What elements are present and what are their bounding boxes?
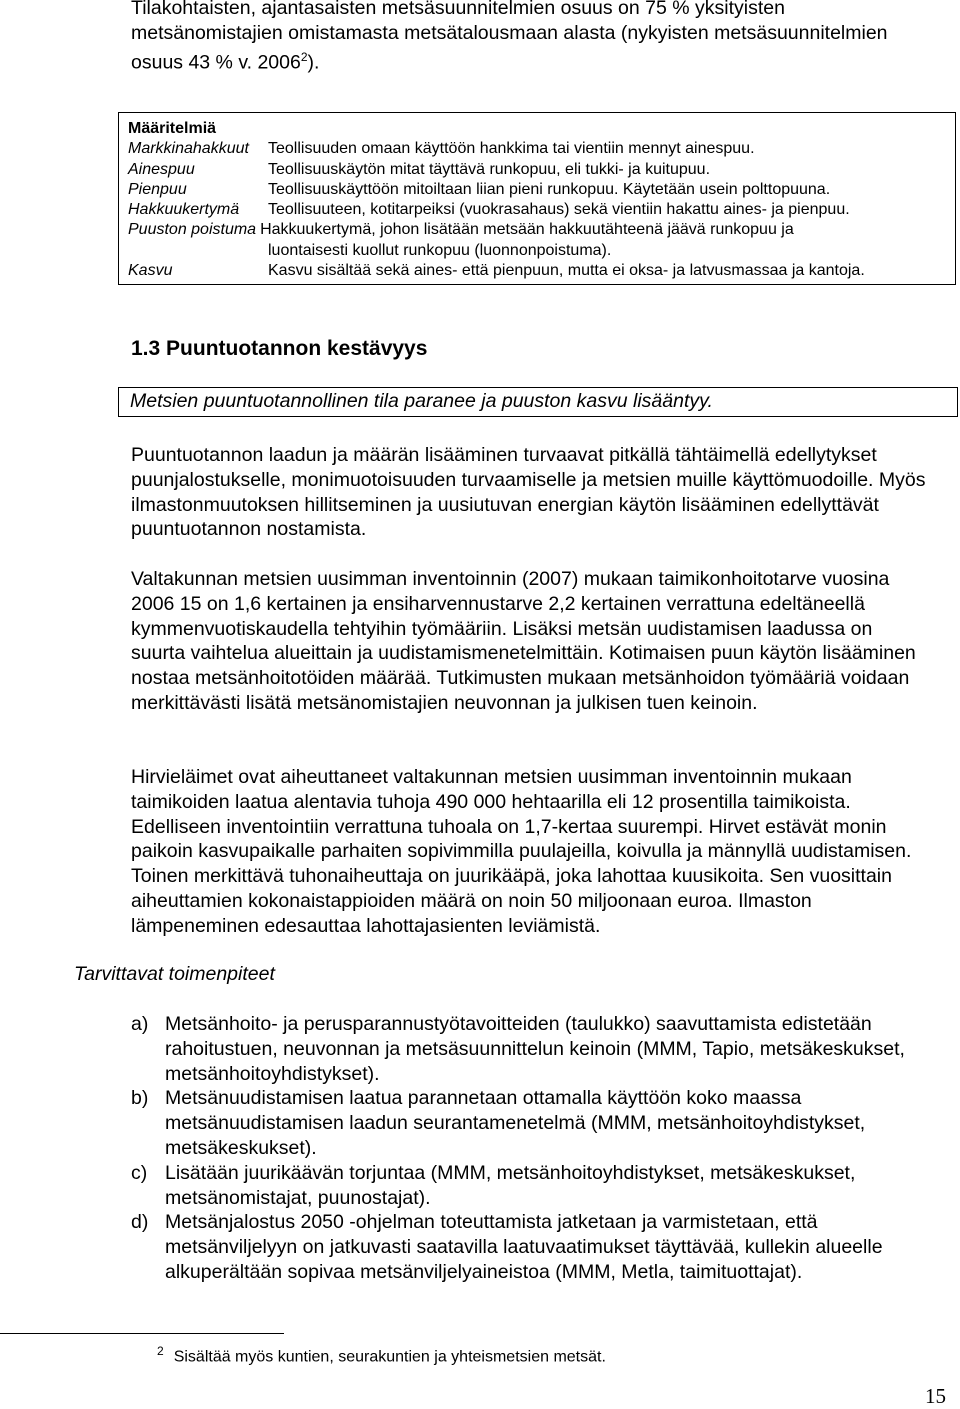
measure-letter: a) xyxy=(131,1013,149,1035)
definitions-title: Määritelmiä xyxy=(128,120,217,137)
footnote xyxy=(157,1344,606,1366)
definitions-box xyxy=(118,112,956,285)
definition-desc: Teollisuuskäytön mitat täyttävä runkopuu, eli tukki- ja kuitupuu. xyxy=(268,160,711,178)
definition-term: Hakkuukertymä xyxy=(128,201,240,219)
definition-continuation: luontaisesti kuollut runkopuu (luonnonpoistuma). xyxy=(268,241,612,259)
measure-item xyxy=(131,1012,951,1086)
footnote-ref[interactable]: 2 xyxy=(300,50,308,64)
measure-text: Metsänjalostus 2050 -ohjelman toteuttamista jatketaan ja varmistetaan, että metsänviljelyyn on jatkuvasti saatavilla laatuvaatimukset täyttävää, kullekin alueelle alkuperältään sopivaa metsänviljelyaineistoa (MMM, Metla, taimituottajat). xyxy=(165,1211,883,1283)
definition-row xyxy=(128,139,955,159)
page-number: 15 xyxy=(925,1384,946,1408)
measure-text: Metsänhoito- ja perusparannustyötavoitteiden (taulukko) saavuttamista edistetään rahoitustuen, neuvonnan ja metsäsuunnittelun keinoin (MMM, Tapio, metsäkeskukset, metsänhoitoyhdistykset). xyxy=(165,1013,905,1085)
definition-row xyxy=(128,220,955,240)
footnote-number: 2 xyxy=(157,1344,164,1358)
definition-row xyxy=(128,200,955,220)
measure-letter: b) xyxy=(131,1087,149,1110)
intro-paragraph: Tilakohtaisten, ajantasaisten metsäsuunnitelmien osuus on 75 % yksityisten metsänomistajien omistamasta metsätalousmaan alasta (nykyisten metsäsuunnitelmien osuus 43 % v. 2006$^2$). xyxy=(131,0,888,74)
definition-desc: Teollisuuteen, kotitarpeiksi (vuokrasahaus) sekä vientiin hakattu aines- ja pienpuu. xyxy=(268,201,850,219)
measure-item xyxy=(131,1086,951,1160)
measures-subheading: Tarvittavat toimenpiteet xyxy=(74,963,275,985)
definition-row xyxy=(128,160,955,180)
section-heading: 1.3 Puuntuotannon kestävyys xyxy=(131,337,428,360)
footnote-divider xyxy=(0,1333,284,1334)
definition-term: Ainespuu xyxy=(128,160,195,178)
footnote-text: Sisältää myös kuntien, seurakuntien ja yhteismetsien metsät. xyxy=(173,1348,606,1366)
definition-term: Puuston poistuma xyxy=(128,221,257,239)
body-paragraph: Hirvieläimet ovat aiheuttaneet valtakunnan metsien uusimman inventoinnin mukaan taimikoiden laatua alentavia tuhoja 490 000 hehtaarilla eli 12 prosentilla taimikoista. Edelliseen inventointiin verrattuna tuhoala on 1,7-kertaa suurempi. Hirvet estävät monin paikoin kasvupaikalle parhaiten sopivimmilla puulajeilla, koivulla ja männyllä uudistamisen. Toinen merkittävä tuhonaiheuttaja on juurikääpä, joka lahottaa kuusikoita. Sen vuosittain aiheuttamien kokonaistappioiden määrä on noin 50 miljoonaan euroa. Ilmaston lämpeneminen edesauttaa lahottajasienten leviämistä. xyxy=(131,766,912,937)
measures-list xyxy=(131,1012,951,1285)
definition-desc: Teollisuuden omaan käyttöön hankkima tai vientiin mennyt ainespuu. xyxy=(268,140,755,158)
definition-row xyxy=(128,180,955,200)
definition-desc: Kasvu sisältää sekä aines- että pienpuun, mutta ei oksa- ja latvusmassaa ja kantoja. xyxy=(268,262,865,280)
body-paragraph: Valtakunnan metsien uusimman inventoinnin (2007) mukaan taimikonhoitotarve vuosina 2006 15 on 1,6 kertainen ja ensiharvennustarve 2,2 kertainen verrattuna edeltäneellä kymmenvuotiskaudella tehtyihin työmääriin. Lisäksi metsän uudistamisen laadussa on suurta vaihtelua alueittain ja uudistamismenetelmittäin. Kotimaisen puun käytön lisääminen nostaa metsänhoitotöiden määrää. Tutkimusten mukaan metsänhoidon työmääriä voidaan merkittävästi lisätä metsänomistajien neuvonnan ja julkisen tuen keinoin. xyxy=(131,568,916,714)
measure-letter: c) xyxy=(131,1161,148,1184)
definition-desc: Hakkuukertymä, johon lisätään metsään hakkuutähteenä jäävä runkopuu ja xyxy=(260,221,794,239)
measure-item xyxy=(131,1161,951,1211)
body-paragraph: Puuntuotannon laadun ja määrän lisääminen turvaavat pitkällä tähtäimellä edellytykset puunjalostukselle, monimuotoisuuden turvaamiselle ja metsien muille käyttömuodoille. Myös ilmastonmuutoksen hillitseminen ja uusiutuvan energian käytön lisääminen edellyttävät puuntuotannon nostamista. xyxy=(131,444,926,541)
measure-text: Lisätään juurikäävän torjuntaa (MMM, metsänhoitoyhdistykset, metsäkeskukset, metsänomistajat, puunostajat). xyxy=(165,1161,856,1209)
definition-term: Pienpuu xyxy=(128,180,187,198)
measure-letter: d) xyxy=(131,1211,149,1234)
definition-desc: Teollisuuskäyttöön mitoiltaan liian pieni runkopuu. Käytetään usein polttopuuna. xyxy=(268,180,831,198)
definition-row xyxy=(128,261,955,281)
goal-box: Metsien puuntuotannollinen tila paranee ja puuston kasvu lisääntyy. xyxy=(118,387,958,417)
definition-term: Kasvu xyxy=(128,262,173,280)
measure-text: Metsänuudistamisen laatua parannetaan ottamalla käyttöön koko maassa metsänuudistamisen laadun seurantamenetelmä (MMM, metsänhoitoyhdistykset, metsäkeskukset). xyxy=(165,1087,866,1159)
measure-item xyxy=(131,1210,951,1284)
definition-term: Markkinahakkuut xyxy=(128,140,249,158)
